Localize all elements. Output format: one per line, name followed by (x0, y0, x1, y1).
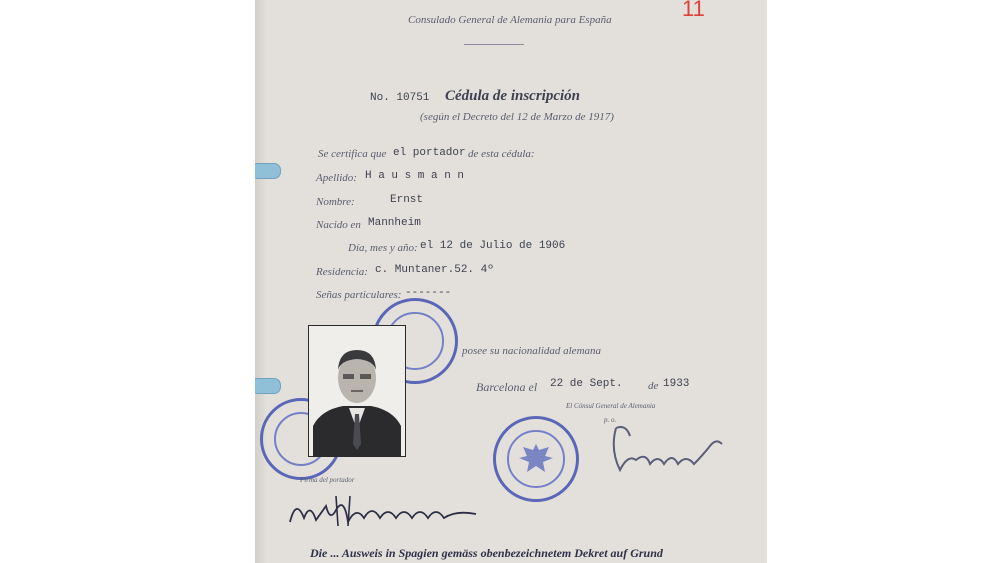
name-value: Ernst (390, 194, 424, 206)
marks-label: Señas particulares: (316, 289, 402, 301)
certify-prefix: Se certifica que (318, 148, 387, 160)
residence-value: c. Muntaner.52. 4º (375, 264, 494, 276)
nationality-text: posee su nacionalidad alemana (462, 345, 602, 357)
page-binding-edge (255, 0, 267, 563)
document-subtitle: (según el Decreto del 12 de Marzo de 1917) (420, 111, 614, 123)
marks-value: ------- (405, 287, 452, 299)
issue-year: 1933 (663, 378, 690, 390)
issue-day: 22 de Sept. (550, 378, 623, 390)
name-label: Nombre: (316, 196, 355, 208)
bearer-photo (308, 325, 406, 457)
consul-label: El Cónsul General de Alemania (566, 402, 656, 410)
issue-year-prefix: de (648, 380, 659, 392)
issue-place: Barcelona el (476, 380, 538, 394)
date-label: Día, mes y año: (348, 242, 418, 254)
certify-value: el portador (393, 147, 466, 159)
consul-signature (606, 420, 726, 480)
binder-ring-bottom (255, 378, 281, 394)
document-number: No. 10751 (370, 92, 430, 104)
binder-ring-top (255, 163, 281, 179)
bearer-signature-label: Firma del portador (300, 476, 355, 484)
eagle-emblem-icon (515, 438, 557, 480)
residence-label: Residencia: (316, 266, 368, 278)
date-value: el 12 de Julio de 1906 (420, 240, 566, 252)
bearer-signature (286, 492, 481, 532)
header-rule (464, 44, 524, 45)
surname-value: H a u s m a n n (365, 170, 465, 182)
certify-suffix: de esta cédula: (468, 148, 535, 160)
portrait-image (309, 326, 405, 456)
surname-label: Apellido: (316, 172, 357, 184)
folio-number: 11 (682, 0, 705, 21)
born-value: Mannheim (368, 217, 421, 229)
bottom-german-text: Die ... Ausweis in Spagien gemäss obenbezeichnetem Dekret auf Grund (310, 546, 663, 560)
document-title: Cédula de inscripción (445, 88, 581, 104)
born-label: Nacido en (316, 219, 361, 231)
consulate-header: Consulado General de Alemania para España (408, 14, 612, 26)
per-procuration: p. o. (604, 416, 617, 424)
